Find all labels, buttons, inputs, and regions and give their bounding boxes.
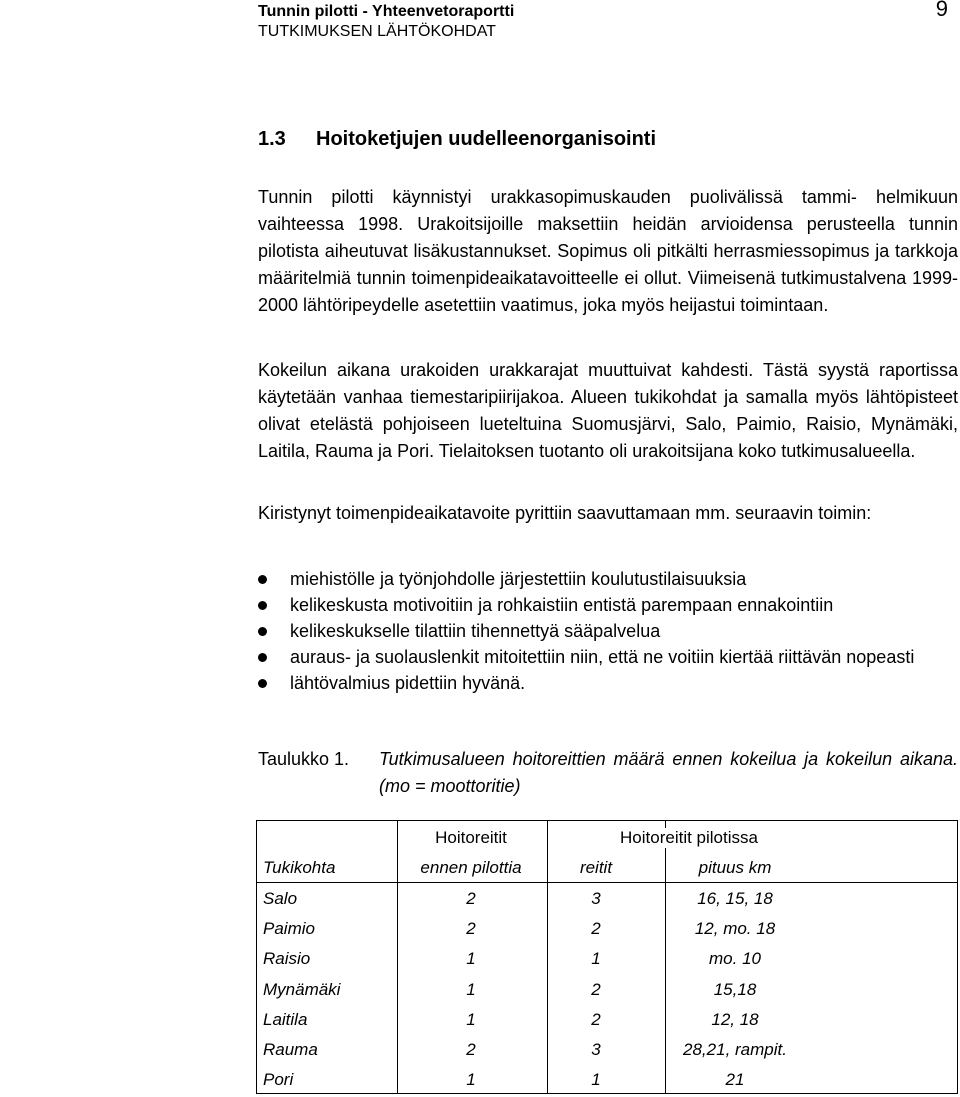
cell-routes-pilot: 2 [591, 979, 601, 999]
routes-table [256, 820, 958, 1094]
section-title: Hoitoketjujen uudelleenorganisointi [316, 128, 657, 150]
cell-routes-before: 1 [466, 979, 476, 999]
bullet-icon [258, 627, 267, 636]
cell-routes-before: 1 [466, 1070, 476, 1090]
section-number: 1.3 [258, 128, 286, 150]
report-title: Tunnin pilotti - Yhteenvetoraportti [258, 3, 515, 20]
bullet-icon [258, 653, 267, 662]
list-item: kelikeskusta motivoitiin ja rohkaistiin entistä parempaan ennakointiin [258, 592, 958, 618]
bullet-icon [258, 575, 267, 584]
cell-route-length: 16, 15, 18 [697, 889, 773, 908]
bullet-icon [258, 679, 267, 688]
cell-routes-pilot: 1 [591, 1070, 601, 1090]
cell-routes-before: 2 [466, 1040, 476, 1059]
cell-routes-before: 1 [466, 1009, 476, 1029]
paragraph-pilot-start: Tunnin pilotti käynnistyi urakkasopimuskauden puolivälissä tammi- helmikuun vaihteessa 1998. Urakoitsijoille maksettiin heidän arvioidensa perusteella tunnin pilotista aiheutuvat lisäkustannukset. Sopimus oli pitkälti herrasmiessopimus ja tarkkoja määritelmiä tunnin toimenpideaikatavoitteelle ei ollut. Viimeisenä tutkimustalvena 1999-2000 lähtöripeydelle asetettiin vaatimus, joka myös heijastui toimintaan. [258, 187, 958, 315]
table-header-divider [257, 882, 957, 883]
cell-routes-before: 2 [466, 889, 476, 908]
paragraph-contract-areas: Kokeilun aikana urakoiden urakkarajat muuttuivat kahdesti. Tästä syystä raportissa käytetään vanhaa tiemestaripiirijakoa. Alueen tukikohdat ja samalla myös lähtöpisteet olivat etelästä pohjoiseen lueteltuina Suomusjärvi, Salo, Paimio, Raisio, Mynämäki, Laitila, Rauma ja Pori. Tielaitoksen tuotanto oli urakoitsijana koko tutkimusalueella. [258, 360, 958, 461]
table-column-divider [547, 821, 548, 1093]
header-route-length: pituus km [698, 858, 772, 877]
cell-place: Laitila [263, 1009, 308, 1029]
cell-route-length: 12, 18 [711, 1009, 759, 1029]
table-column-divider [665, 821, 666, 1093]
cell-place: Pori [263, 1070, 294, 1090]
list-item: kelikeskukselle tilattiin tihennettyä sääpalvelua [258, 618, 958, 644]
cell-place: Mynämäki [263, 979, 341, 999]
list-item: auraus- ja suolauslenkit mitoitettiin niin, että ne voitiin kiertää riittävän nopeasti [258, 644, 958, 670]
cell-place: Rauma [263, 1040, 318, 1059]
header-routes-pilot: Hoitoreitit pilotissa [620, 828, 758, 847]
chapter-title: TUTKIMUKSEN LÄHTÖKOHDAT [258, 23, 496, 40]
section-heading [258, 128, 656, 151]
cell-place: Raisio [263, 949, 311, 969]
list-item: miehistölle ja työnjohdolle järjestettiin koulutustilaisuuksia [258, 566, 958, 592]
header-base: Tukikohta [263, 858, 336, 877]
cell-routes-pilot: 1 [591, 949, 601, 969]
list-item: lähtövalmius pidettiin hyvänä. [258, 670, 958, 696]
page-number: 9 [935, 0, 948, 21]
cell-place: Salo [263, 889, 298, 908]
cell-route-length: 28,21, rampit. [683, 1040, 787, 1059]
cell-place: Paimio [263, 919, 315, 939]
cell-routes-before: 2 [466, 919, 476, 939]
cell-route-length: 12, mo. 18 [694, 919, 776, 939]
header-routes-before: Hoitoreitit [435, 828, 507, 847]
paragraph-measures-intro: Kiristynyt toimenpideaikatavoite pyrittiin saavuttamaan mm. seuraavin toimin: [258, 503, 872, 523]
bullet-icon [258, 601, 267, 610]
cell-route-length: 21 [725, 1070, 745, 1090]
table-caption-label: Taulukko 1. [258, 749, 350, 769]
measures-list [258, 566, 958, 696]
cell-routes-pilot: 2 [591, 919, 601, 939]
table-caption-text: Tutkimusalueen hoitoreittien määrä ennen kokeilua ja kokeilun aikana. (mo = moottoritie) [379, 749, 958, 796]
running-header [258, 2, 958, 42]
cell-routes-before: 1 [466, 949, 476, 969]
cell-route-length: mo. 10 [709, 949, 761, 969]
cell-routes-pilot: 3 [591, 1040, 601, 1059]
cell-routes-pilot: 2 [591, 1009, 601, 1029]
cell-route-length: 15,18 [713, 979, 757, 999]
table-column-divider [397, 821, 398, 1093]
header-route-count: reitit [579, 858, 613, 877]
cell-routes-pilot: 3 [591, 889, 601, 908]
header-before-pilot: ennen pilottia [420, 858, 522, 877]
